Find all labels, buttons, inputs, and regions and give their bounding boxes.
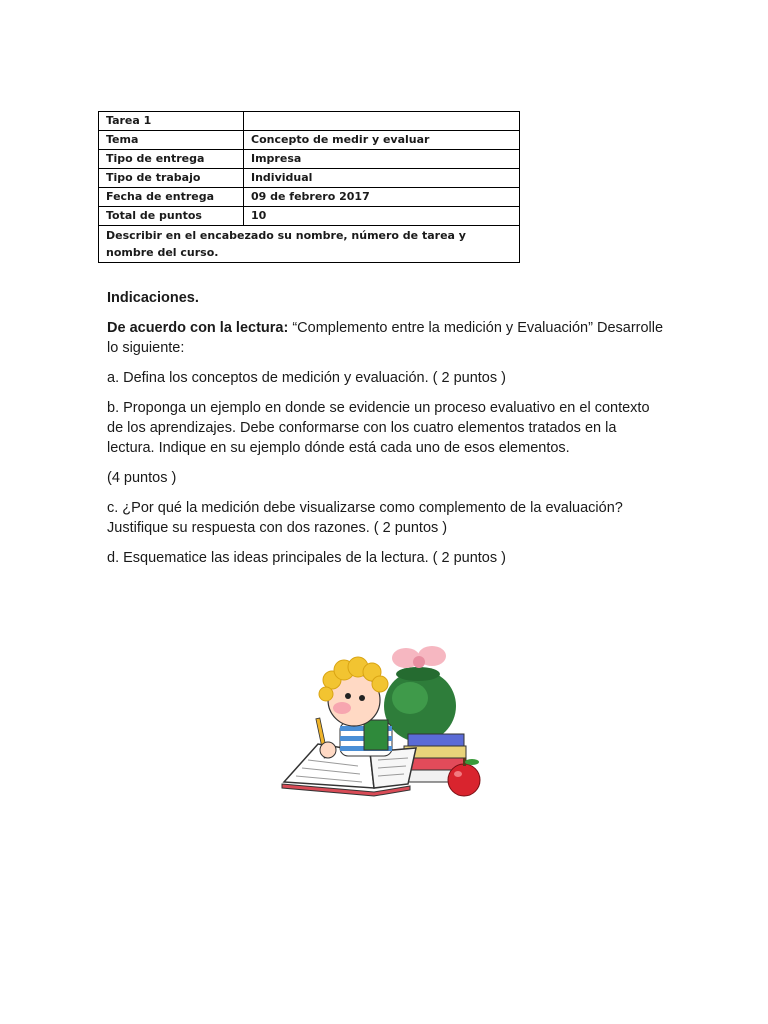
item-d: d. Esquematice las ideas principales de la lectura. ( 2 puntos ): [107, 550, 506, 566]
table-cell-label: Tipo de trabajo: [99, 169, 244, 188]
table-row: [99, 150, 520, 169]
intro-text: “Complemento entre la medición y Evaluación” Desarrolle lo siguiente:: [107, 320, 664, 356]
table-cell-label: Tipo de entrega: [99, 150, 244, 169]
table-cell-value: 10: [244, 207, 520, 226]
table-cell-value: [244, 112, 520, 131]
item-a: a. Defina los conceptos de medición y evaluación. ( 2 puntos ): [107, 370, 506, 386]
table-cell-label: Tarea 1: [99, 112, 244, 131]
table-cell-value: Concepto de medir y evaluar: [244, 131, 520, 150]
table-row: [99, 207, 520, 226]
indicaciones-heading: Indicaciones.: [107, 290, 199, 306]
intro-bold-label: De acuerdo con la lectura:: [107, 320, 289, 336]
item-c: c. ¿Por qué la medición debe visualizarse como complemento de la evaluación? Justifique su respuesta con dos razones. ( 2 puntos ): [107, 500, 623, 536]
table-row: [99, 188, 520, 207]
table-cell-label: Fecha de entrega: [99, 188, 244, 207]
table-cell-label: Tema: [99, 131, 244, 150]
assignment-info-table: [98, 111, 520, 263]
table-row: [99, 226, 520, 263]
table-cell-label: Total de puntos: [99, 207, 244, 226]
table-cell-value: Individual: [244, 169, 520, 188]
child-studying-clipart-icon: [278, 634, 486, 802]
intro-paragraph: [107, 318, 667, 358]
table-row: [99, 169, 520, 188]
table-cell-value: Impresa: [244, 150, 520, 169]
table-note: Describir en el encabezado su nombre, número de tarea y nombre del curso.: [99, 226, 520, 263]
table-row: [99, 131, 520, 150]
table-row: [99, 112, 520, 131]
table-cell-value: 09 de febrero 2017: [244, 188, 520, 207]
item-b: b. Proponga un ejemplo en donde se evidencie un proceso evaluativo en el contexto de los aprendizajes. Debe conformarse con los cuatro elementos tratados en la lectura. Indique en su ejemplo dónde está cada uno de esos elementos.: [107, 400, 650, 456]
item-b-points: (4 puntos ): [107, 470, 177, 486]
